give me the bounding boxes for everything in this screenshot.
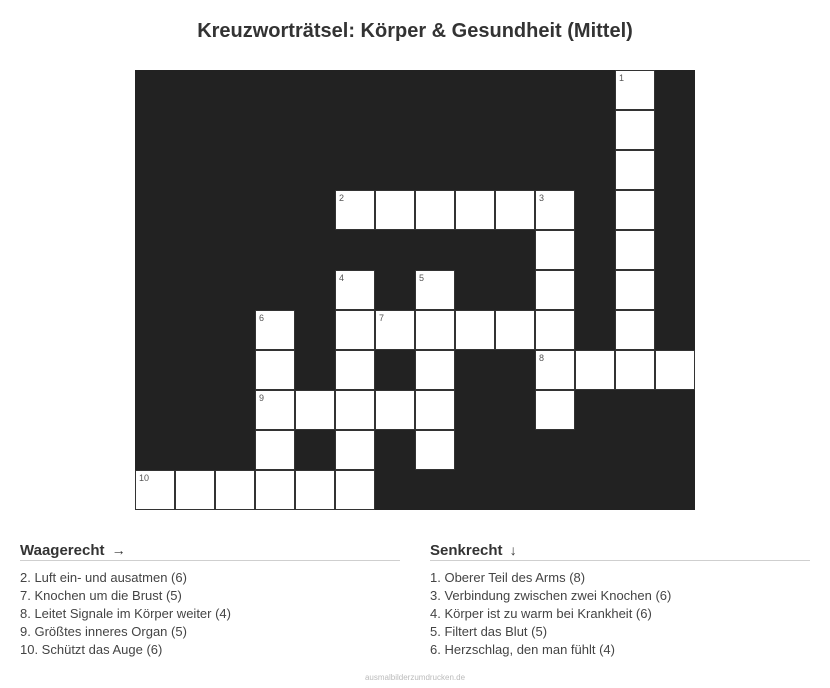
- puzzle-title: Kreuzworträtsel: Körper & Gesundheit (Mittel): [197, 20, 633, 42]
- across-clue: 10. Schützt das Auge (6): [20, 642, 163, 657]
- crossword-cell[interactable]: [495, 190, 535, 230]
- clue-number: 3: [539, 193, 545, 203]
- across-clues-section: [20, 540, 400, 659]
- crossword-cell[interactable]: [415, 310, 455, 350]
- clue-number: 10: [139, 473, 150, 483]
- clue-number: 6: [259, 313, 265, 323]
- arrow-right-icon: →: [111, 542, 126, 558]
- clue-number: 1: [619, 73, 625, 83]
- crossword-cell[interactable]: [375, 390, 415, 430]
- clue-number: 7: [379, 313, 385, 323]
- down-clue: 1. Oberer Teil des Arms (8): [430, 570, 586, 585]
- crossword-cell[interactable]: [415, 190, 455, 230]
- crossword-grid: [135, 70, 695, 510]
- crossword-cell[interactable]: [535, 310, 575, 350]
- clue-number: 2: [339, 193, 345, 203]
- down-clue-list: [430, 569, 810, 659]
- crossword-cell[interactable]: [375, 310, 415, 350]
- crossword-cell[interactable]: [615, 350, 655, 390]
- down-clue: 3. Verbindung zwischen zwei Knochen (6): [430, 588, 672, 603]
- crossword-cell[interactable]: [615, 110, 655, 150]
- crossword-cell[interactable]: [255, 470, 295, 510]
- clue-number: 4: [339, 273, 345, 283]
- crossword-cell[interactable]: [455, 190, 495, 230]
- crossword-cell[interactable]: [615, 190, 655, 230]
- crossword-cell[interactable]: [335, 430, 375, 470]
- crossword-cell[interactable]: [335, 190, 375, 230]
- footer-watermark: ausmalbilderzumdrucken.de: [364, 673, 466, 682]
- crossword-cell[interactable]: [615, 70, 655, 110]
- crossword-cell[interactable]: [415, 390, 455, 430]
- crossword-cell[interactable]: [495, 310, 535, 350]
- down-clue: 5. Filtert das Blut (5): [430, 624, 548, 639]
- crossword-cell[interactable]: [655, 350, 695, 390]
- crossword-cell[interactable]: [375, 190, 415, 230]
- down-heading-label: Senkrecht: [430, 542, 503, 559]
- crossword-cell[interactable]: [255, 310, 295, 350]
- crossword-cell[interactable]: [535, 390, 575, 430]
- crossword-cell[interactable]: [615, 270, 655, 310]
- crossword-cell[interactable]: [455, 310, 495, 350]
- down-clue: 4. Körper ist zu warm bei Krankheit (6): [430, 606, 652, 621]
- across-clue-list: [20, 569, 400, 659]
- crossword-cell[interactable]: [175, 470, 215, 510]
- crossword-cell[interactable]: [575, 350, 615, 390]
- crossword-cell[interactable]: [215, 470, 255, 510]
- crossword-cell[interactable]: [615, 150, 655, 190]
- clue-number: 8: [539, 353, 545, 363]
- across-clue: 9. Größtes inneres Organ (5): [20, 624, 187, 639]
- crossword-cell[interactable]: [535, 270, 575, 310]
- crossword-cell[interactable]: [335, 270, 375, 310]
- crossword-cell[interactable]: [415, 430, 455, 470]
- crossword-cell[interactable]: [295, 390, 335, 430]
- clue-number: 5: [419, 273, 425, 283]
- crossword-cell[interactable]: [255, 390, 295, 430]
- crossword-cell[interactable]: [615, 230, 655, 270]
- crossword-cell[interactable]: [415, 350, 455, 390]
- down-clue: 6. Herzschlag, den man fühlt (4): [430, 642, 615, 657]
- across-clue: 8. Leitet Signale im Körper weiter (4): [20, 606, 231, 621]
- arrow-down-icon: ↓: [509, 542, 517, 558]
- clue-number: 9: [259, 393, 265, 403]
- across-clue: 7. Knochen um die Brust (5): [20, 588, 182, 603]
- crossword-cell[interactable]: [335, 470, 375, 510]
- crossword-cell[interactable]: [295, 470, 335, 510]
- down-clues-section: [430, 540, 810, 659]
- across-heading-label: Waagerecht: [20, 542, 105, 559]
- crossword-cell[interactable]: [535, 350, 575, 390]
- crossword-cell[interactable]: [335, 310, 375, 350]
- crossword-cell[interactable]: [255, 430, 295, 470]
- crossword-cell[interactable]: [535, 190, 575, 230]
- crossword-cell[interactable]: [615, 310, 655, 350]
- crossword-cell[interactable]: [255, 350, 295, 390]
- crossword-cell[interactable]: [135, 470, 175, 510]
- down-heading: [430, 540, 810, 561]
- across-heading: [20, 540, 400, 561]
- across-clue: 2. Luft ein- und ausatmen (6): [20, 570, 187, 585]
- crossword-cell[interactable]: [415, 270, 455, 310]
- crossword-cell[interactable]: [335, 350, 375, 390]
- crossword-cell[interactable]: [335, 390, 375, 430]
- crossword-cell[interactable]: [535, 230, 575, 270]
